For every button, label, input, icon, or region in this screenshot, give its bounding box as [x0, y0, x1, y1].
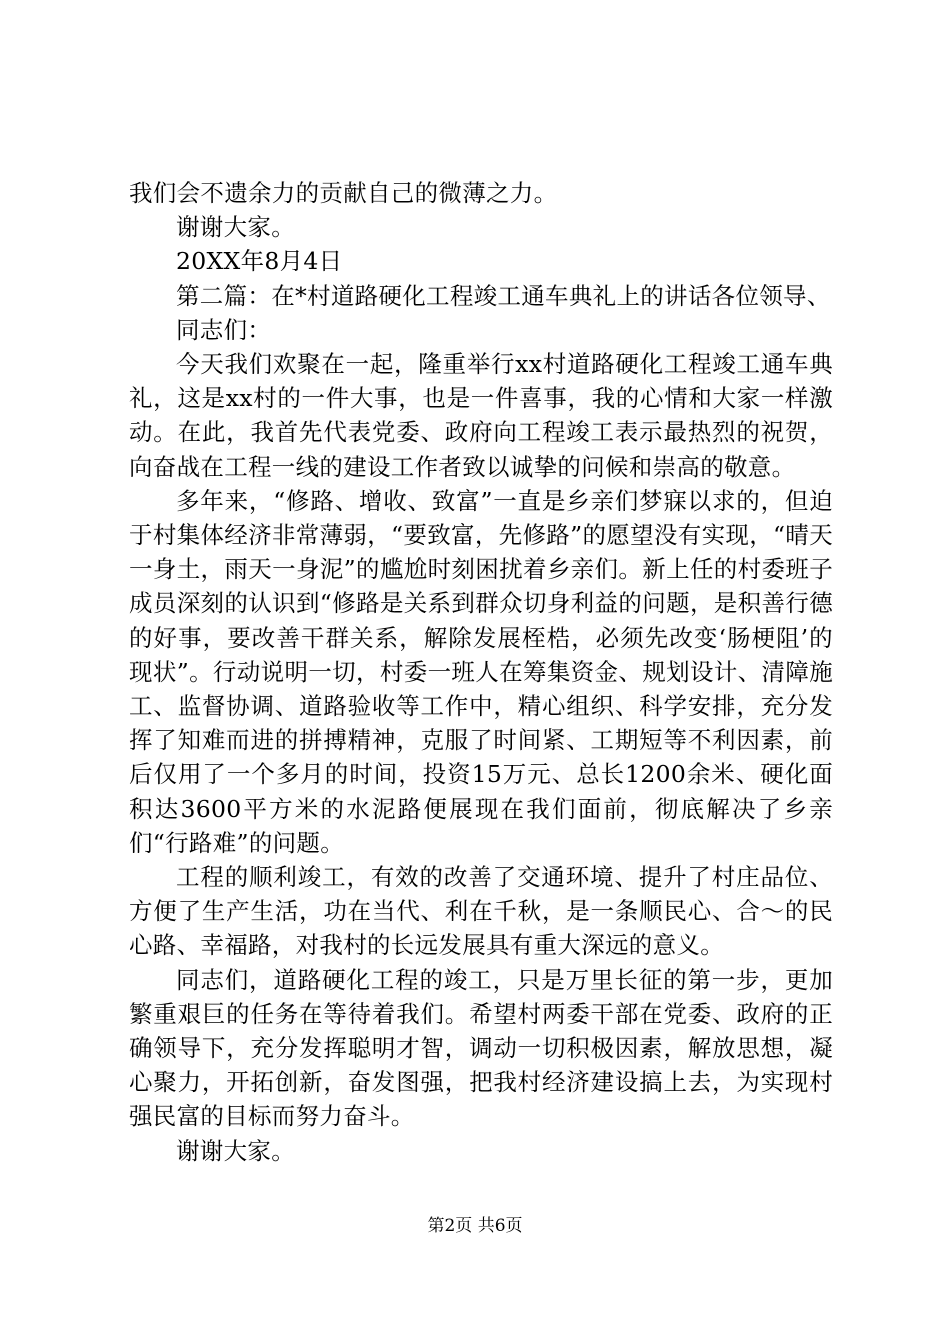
page-number: 第2页 共6页 — [427, 1216, 523, 1236]
paragraph-section-heading: 第二篇：在*村道路硬化工程竣工通车典礼上的讲话各位领导、 — [176, 281, 831, 310]
paragraph-salutation: 同志们： — [176, 315, 272, 344]
paragraph-thanks-1: 谢谢大家。 — [176, 213, 295, 242]
paragraph-closing-line: 我们会不遗余力的贡献自己的微薄之力。 — [129, 179, 558, 207]
paragraph-significance: 工程的顺利竣工，有效的改善了交通环境、提升了村庄品位、方便了生产生活，功在当代、利在千秋，是一条顺民心、合～的民心路、幸福路，对我村的长远发展具有重大深远的意义。 — [129, 863, 833, 960]
paragraph-thanks-2: 谢谢大家。 — [176, 1136, 295, 1165]
page-footer — [0, 1215, 950, 1237]
paragraph-outlook: 同志们，道路硬化工程的竣工，只是万里长征的第一步，更加繁重艰巨的任务在等待着我们。希望村两委干部在党委、政府的正确领导下，充分发挥聪明才智，调动一切积极因素，解放思想，凝心聚力，开拓创新，奋发图强，把我村经济建设搞上去，为实现村强民富的目标而努力奋斗。 — [129, 965, 833, 1131]
paragraph-opening: 今天我们欢聚在一起，隆重举行xx村道路硬化工程竣工通车典礼，这是xx村的一件大事，也是一件喜事，我的心情和大家一样激动。在此，我首先代表党委、政府向工程竣工表示最热烈的祝贺，向奋战在工程一线的建设工作者致以诚挚的问候和崇高的敬意。 — [129, 350, 833, 481]
document-body — [129, 176, 833, 1168]
paragraph-history: 多年来，“修路、增收、致富”一直是乡亲们梦寐以求的，但迫于村集体经济非常薄弱，“要致富，先修路”的愿望没有实现，“晴天一身土，雨天一身泥”的尴尬时刻困扰着乡亲们。新上任的村委班子成员深刻的认识到“修路是关系到群众切身利益的问题，是积善行德的好事，要改善干群关系，解除发展桎梏，必须先改变‘肠梗阻’的现状”。行动说明一切，村委一班人在筹集资金、规划设计、清障施工、监督协调、道路验收等工作中，精心组织、科学安排，充分发挥了知难而进的拼搏精神，克服了时间紧、工期短等不利因素，前后仅用了一个多月的时间，投资15万元、总长1200余米、硬化面积达3600平方米的水泥路便展现在我们面前，彻底解决了乡亲们“行路难”的问题。 — [129, 486, 833, 857]
paragraph-date: 20XX年8月4日 — [176, 247, 343, 276]
